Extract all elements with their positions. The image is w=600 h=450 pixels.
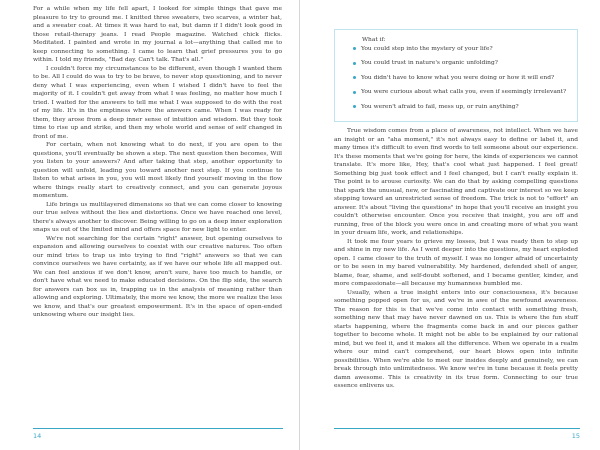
- left-paragraph-1: For a while when my life fell apart, I looked for simple things that gave me pleasure to try to ground me. I knitted three sweaters, two scarves, a winter hat, and a sweater coat. At times it was hard to eat, but damn if I didn't look good in those retail-therapy jeans. I read People magazine. Watched chick flicks. Meditated. I painted and wrote in my journal a lot—anything that called me to keep connecting to something. I came to learn that grief pressures you to go within. I told my friends, "Bad day. Can't talk. That's all.": [33, 6, 282, 63]
- what-if-item: You didn't have to know what you were doing or how it will end?: [361, 74, 569, 82]
- left-paragraph-4: Life brings us multilayered dimensions so that we can come closer to knowing our true selves without the lies and distortions. Once we have reached one level, there's always another to discover. Being willing to go on a deep inner exploration snaps us out of the limited mind and offers space for new light to enter.: [33, 201, 282, 233]
- right-page: [300, 0, 600, 450]
- right-paragraph-3: Usually, when a true insight enters into our consciousness, it's because something popped open for us, and we're in awe of the newfound awareness. The reason for this is that we've come into contact with something fresh, something new that may have never dawned on us. This is where the fun stuff starts happening, where the fragments come back in and our pieces gather together to become whole. It might not be able to be explained by our rational mind, but we feel it, and it makes all the difference. When we operate in a realm where our mind can't comprehend, our heart blows open into infinite possibilities. When we're able to meet our insides deeply and genuinely, we can break through into unlimitedness. We know we're in tune because it feels pretty damn awesome. This is creativity in its true form. Connecting to our true essence enlivens us.: [334, 289, 578, 389]
- right-page-number: 15: [571, 432, 580, 440]
- what-if-list: [349, 45, 569, 111]
- what-if-item: You could trust in nature's organic unfolding?: [361, 59, 569, 67]
- what-if-item: You weren't afraid to fail, mess up, or ruin anything?: [361, 103, 569, 111]
- what-if-heading: What if:: [362, 37, 386, 43]
- what-if-item: You could step into the mystery of your life?: [361, 45, 569, 53]
- right-page-body: [334, 29, 578, 391]
- left-page-body: [33, 5, 282, 320]
- right-footer-rule: [334, 428, 580, 429]
- left-page-number: 14: [33, 432, 42, 440]
- left-paragraph-5: We're not searching for the certain "right" answer, but opening ourselves to expansion and allowing ourselves to coexist with our creative natures. Too often our mind tries to trap us into trying to find "right" answers so that we can convince ourselves we have certainty, as if we have our whole life all mapped out. We can feel anxious if we don't know, aren't sure, have too much to handle, or don't have what we need to make educated decisions. On the flip side, the search for answers can box us in, trapping us in the analysis of meaning rather than allowing and exploring. Ultimately, the more we know, the more we realize the less we know, and that's our greatest empowerment. It's in the space of open-ended unknowing where our insight lies.: [33, 235, 282, 318]
- what-if-box: [334, 29, 578, 122]
- what-if-item: You were curious about what calls you, even if seemingly irrelevant?: [361, 88, 569, 96]
- left-paragraph-2: I couldn't force my circumstances to be different, even though I wanted them to be. All I could do was to try to be brave, to never stop questioning, and to never deny what I was experiencing, even when I wished I didn't have to feel the majority of it. I couldn't get away from what I was feeling, no matter how much I tried. I waited for the answers to tell me what I was supposed to do with the rest of my life. It's in the emptiness where the answers came. When I was ready for them, they arose from a deep inner sense of intuition and wisdom. But they took time to rise up and strike, and then my whole world and sense of self changed in front of me.: [33, 65, 282, 140]
- right-paragraph-2: It took me four years to grieve my losses, but I was ready then to step up and shine in my new life. As I went deeper into the questions, my heart exploded open. I came closer to the truth of myself. I was no longer afraid of uncertainty or to be seen in my bared vulnerability. My hardened, defended shell of anger, blame, fear, shame, and self-doubt softened, and I became gentler, kinder, and more compassionate—all because my humanness humbled me.: [334, 238, 578, 287]
- right-paragraph-1: True wisdom comes from a place of awareness, not intellect. When we have an insight or an "aha moment," it's not always easy to define or label it, and many times it's difficult to even find words to tell someone about our experience. It's these moments that we're going for here, the kinds of experiences we cannot translate. It's more like, Hey, that's cool what just happened. I feel great! Something big just took effect and I feel changed, but I can't really explain it. The point is to arouse curiosity. We can do that by asking compelling questions that spark the unusual, new, or fascinating and captivate our interest so we keep stepping toward an unrestricted sense of freedom. The trick is not to "effort" an answer. It's about "living the questions" in hope that you'll receive an insight you couldn't otherwise encounter. Once you receive that insight, you are off and running, free of the block you were once in and creating more of what you want in your dream life, work, and relationships.: [334, 128, 578, 236]
- left-footer-rule: [33, 428, 283, 429]
- left-paragraph-3: For certain, when not knowing what to do next, if you are open to the questions, you'll eventually be shown a step. The next question then becomes, Will you listen to your answers? And after taking that step, another opportunity to question will unfold, leading you toward another next step. If you continue to listen to what arises in you, you will most likely find yourself moving in the flow where things really start to creatively connect, and you can generate joyous momentum.: [33, 142, 282, 199]
